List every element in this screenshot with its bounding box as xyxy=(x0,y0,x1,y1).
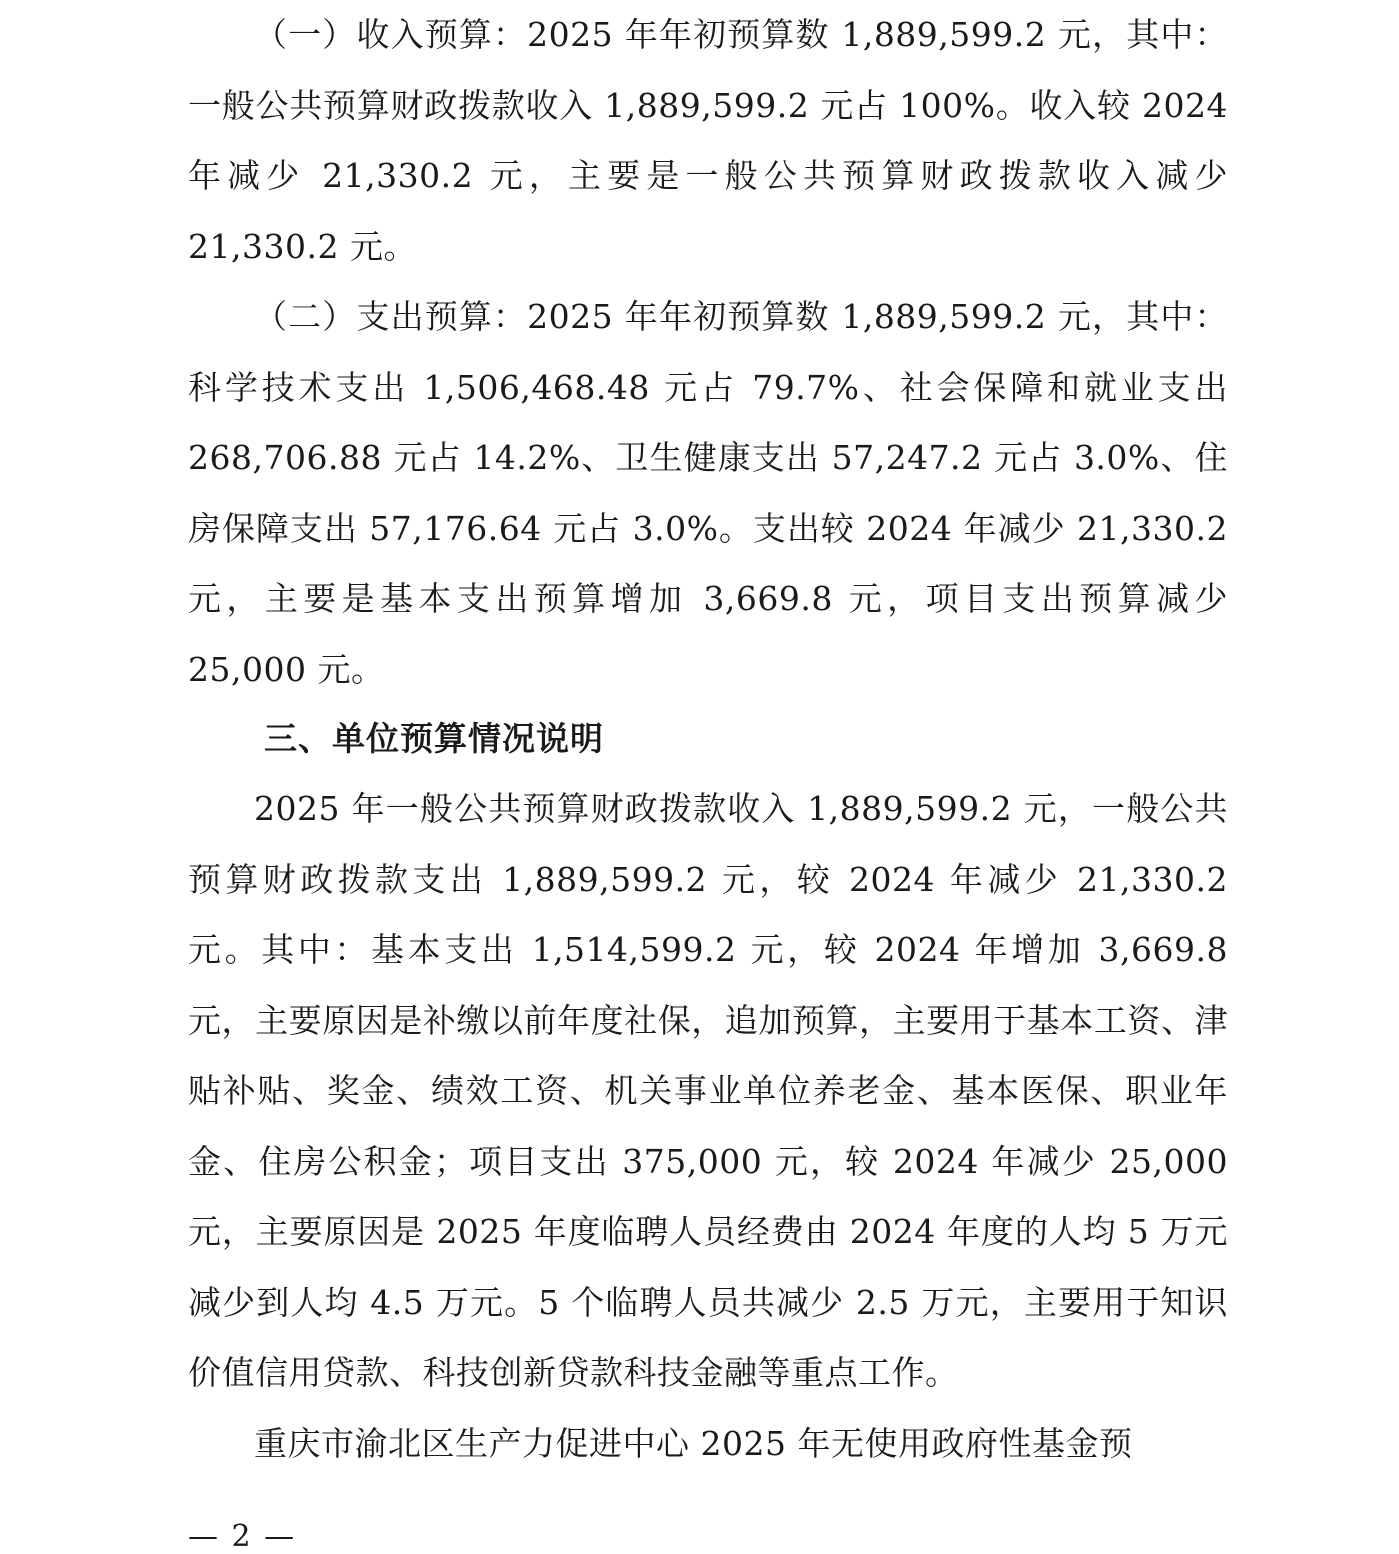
unit-budget-paragraph: 2025 年一般公共预算财政拨款收入 1,889,599.2 元，一般公共预算财政拨款支出 1,889,599.2 元，较 2024 年减少 21,330.2 元。其中：基本支出 1,514,599.2 元，较 2024 年增加 3,669.8 元，主要原因是补缴以前年度社保，追加预算，主要用于基本工资、津贴补贴、奖金、绩效工资、机关事业单位养老金、基本医保、职业年金、住房公积金；项目支出 375,000 元，较 2024 年减少 25,000 元，主要原因是 2025 年度临聘人员经费由 2024 年度的人均 5 万元减少到人均 4.5 万元。5 个临聘人员共减少 2.5 万元，主要用于知识价值信用贷款、科技创新贷款科技金融等重点工作。 xyxy=(188,789,1228,1392)
section-three-heading: 三、单位预算情况说明 xyxy=(264,719,604,758)
government-fund-paragraph: 重庆市渝北区生产力促进中心 2025 年无使用政府性基金预 xyxy=(254,1424,1133,1463)
income-budget-paragraph: （一）收入预算：2025 年年初预算数 1,889,599.2 元，其中：一般公共预算财政拨款收入 1,889,599.2 元占 100%。收入较 2024 年减少 21,330.2 元，主要是一般公共预算财政拨款收入减少 21,330.2 元。 xyxy=(188,15,1228,266)
expenditure-budget-paragraph: （二）支出预算：2025 年年初预算数 1,889,599.2 元，其中：科学技术支出 1,506,468.48 元占 79.7%、社会保障和就业支出 268,706.88 元占 14.2%、卫生健康支出 57,247.2 元占 3.0%、住房保障支出 57,176.64 元占 3.0%。支出较 2024 年减少 21,330.2 元，主要是基本支出预算增加 3,669.8 元，项目支出预算减少 25,000 元。 xyxy=(188,297,1228,689)
page-number: — 2 — xyxy=(188,1519,297,1554)
